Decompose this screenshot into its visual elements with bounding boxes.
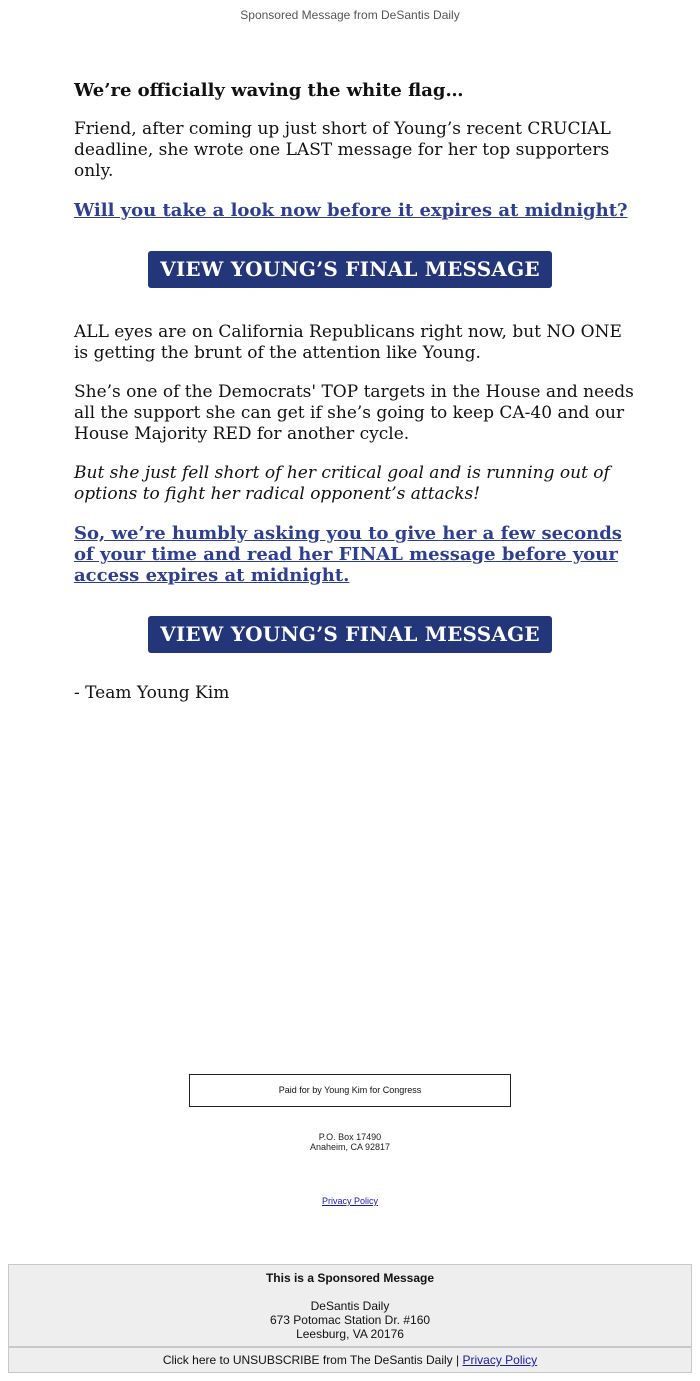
footer-separator: | xyxy=(452,1353,463,1367)
cta-wrapper-2 xyxy=(74,616,626,653)
footer-street: 673 Potomac Station Dr. #160 xyxy=(269,1313,431,1327)
campaign-address xyxy=(0,1132,700,1152)
sponsored-footer xyxy=(8,1264,692,1347)
read-final-message-link[interactable]: So, we’re humbly asking you to give her a few seconds of your time and read her FINAL message before your access expires at midnight. xyxy=(74,523,622,586)
footer-title: This is a Sponsored Message xyxy=(265,1271,435,1285)
intro-paragraph: Friend, after coming up just short of Young’s recent CRUCIAL deadline, she wrote one LAST message for her top supporters only. xyxy=(74,119,611,181)
body-paragraph-italic: But she just fell short of her critical goal and is running out of options to fight her radical opponent’s attacks! xyxy=(74,463,610,504)
footer-city: Leesburg, VA 20176 xyxy=(296,1327,404,1341)
body-paragraph-2: She’s one of the Democrats' TOP targets in the House and needs all the support she can get if she’s going to keep CA-40 and our House Majority RED for another cycle. xyxy=(74,382,634,444)
cta-wrapper-1 xyxy=(74,251,626,288)
footer-privacy-link[interactable]: Privacy Policy xyxy=(462,1353,538,1367)
campaign-privacy-link[interactable]: Privacy Policy xyxy=(321,1196,378,1206)
email-headline: We’re officially waving the white flag… xyxy=(74,80,464,101)
take-a-look-link[interactable]: Will you take a look now before it expires at midnight? xyxy=(74,200,628,221)
signoff: - Team Young Kim xyxy=(74,683,230,703)
campaign-city: Anaheim, CA 92817 xyxy=(309,1142,391,1152)
body-paragraph-1: ALL eyes are on California Republicans right now, but NO ONE is getting the brunt of the attention like Young. xyxy=(74,322,622,363)
email-body xyxy=(74,80,634,722)
unsubscribe-text[interactable]: Click here to UNSUBSCRIBE from The DeSantis Daily xyxy=(162,1353,453,1367)
paid-for-disclaimer: Paid for by Young Kim for Congress xyxy=(189,1074,511,1107)
view-final-message-button-2[interactable]: VIEW YOUNG’S FINAL MESSAGE xyxy=(148,616,552,653)
footer-org: DeSantis Daily xyxy=(310,1299,390,1313)
view-final-message-button-1[interactable]: VIEW YOUNG’S FINAL MESSAGE xyxy=(148,251,552,288)
sponsored-header: Sponsored Message from DeSantis Daily xyxy=(240,8,460,22)
unsubscribe-bar xyxy=(8,1347,692,1373)
po-box: P.O. Box 17490 xyxy=(318,1132,382,1142)
